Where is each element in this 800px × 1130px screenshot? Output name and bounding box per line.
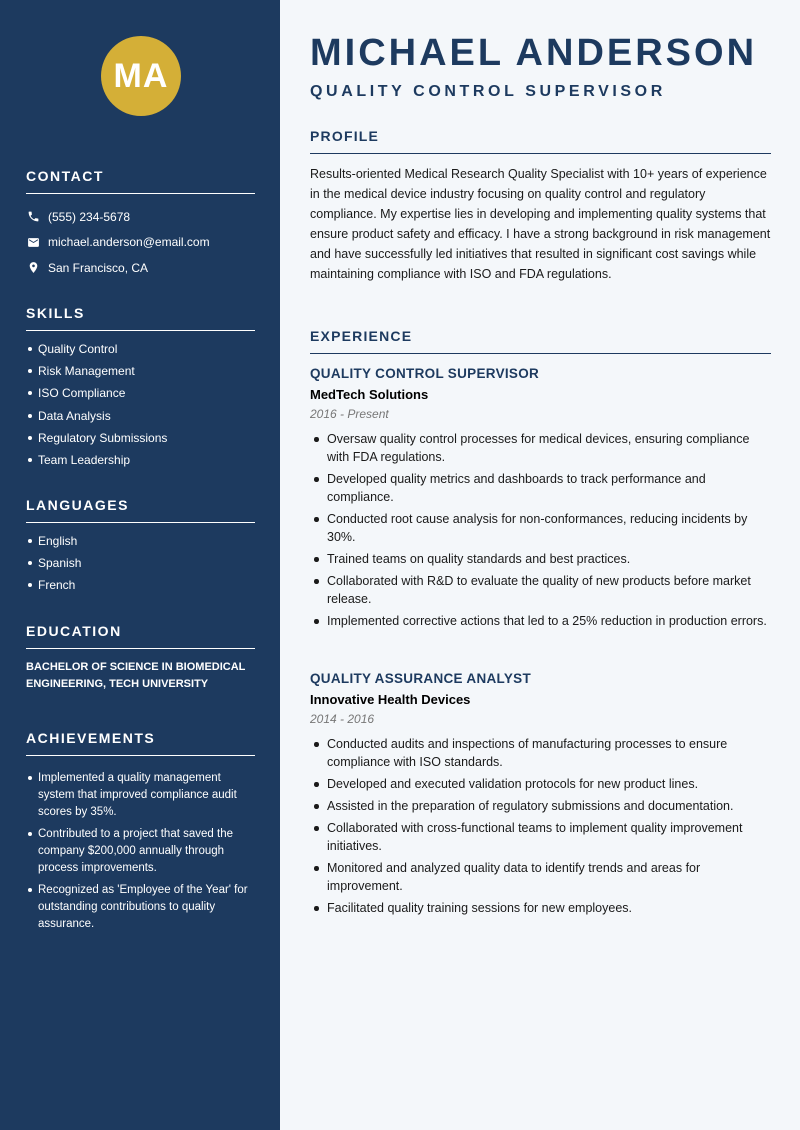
job-bullet: Conducted audits and inspections of manufacturing processes to ensure compliance with ISO standards. bbox=[310, 735, 771, 771]
job-bullet: Implemented corrective actions that led to a 25% reduction in production errors. bbox=[310, 612, 771, 630]
language-item: French bbox=[26, 577, 255, 599]
job-bullet: Developed and executed validation protocols for new product lines. bbox=[310, 775, 771, 793]
job-bullet: Assisted in the preparation of regulatory submissions and documentation. bbox=[310, 797, 771, 815]
contact-phone bbox=[26, 204, 255, 230]
contact-section bbox=[26, 168, 255, 281]
skill-item: Data Analysis bbox=[26, 408, 255, 430]
job-title: QUALITY ASSURANCE ANALYST bbox=[310, 671, 532, 686]
job-entry bbox=[310, 366, 771, 634]
contact-email bbox=[26, 230, 255, 256]
job-bullet: Collaborated with cross-functional teams to implement quality improvement initiatives. bbox=[310, 819, 771, 855]
contact-list bbox=[26, 204, 255, 281]
languages-section bbox=[26, 497, 255, 600]
language-item: English bbox=[26, 533, 255, 555]
job-bullet: Oversaw quality control processes for medical devices, ensuring compliance with FDA regulations. bbox=[310, 430, 771, 466]
experience-heading: EXPERIENCE bbox=[310, 328, 771, 354]
achievements-heading: ACHIEVEMENTS bbox=[26, 730, 255, 756]
job-bullets bbox=[310, 735, 771, 917]
skills-heading: SKILLS bbox=[26, 305, 255, 331]
skill-item: ISO Compliance bbox=[26, 385, 255, 407]
phone-text: (555) 234-5678 bbox=[48, 209, 131, 224]
job-bullet: Monitored and analyzed quality data to identify trends and areas for improvement. bbox=[310, 859, 771, 895]
phone-icon bbox=[26, 210, 40, 224]
job-entry bbox=[310, 671, 771, 921]
profile-text: Results-oriented Medical Research Quality Specialist with 10+ years of experience in the medical device industry focusing on quality control and regulatory compliance. My expertise lies in developing and implementing quality systems that ensure product safety and efficacy. I have a strong background in risk management and have successfully led initiatives that resulted in significant cost savings while maintaining compliance with ISO and FDA regulations. bbox=[310, 167, 771, 281]
job-bullet: Trained teams on quality standards and best practices. bbox=[310, 550, 771, 568]
email-text[interactable]: michael.anderson@email.com bbox=[48, 235, 210, 250]
candidate-title: QUALITY CONTROL SUPERVISOR bbox=[310, 83, 666, 100]
achievement-item: Contributed to a project that saved the company $200,000 annually through process improvements. bbox=[26, 826, 255, 877]
job-bullet: Conducted root cause analysis for non-conformances, reducing incidents by 30%. bbox=[310, 510, 771, 546]
job-bullet: Developed quality metrics and dashboards to track performance and compliance. bbox=[310, 470, 771, 506]
skills-section bbox=[26, 305, 255, 474]
job-bullet: Facilitated quality training sessions for new employees. bbox=[310, 899, 771, 917]
languages-heading: LANGUAGES bbox=[26, 497, 255, 523]
education-degree: BACHELOR OF SCIENCE IN BIOMEDICAL ENGINEERING, TECH UNIVERSITY bbox=[26, 661, 246, 690]
job-dates: 2016 - Present bbox=[310, 407, 389, 421]
skills-list bbox=[26, 341, 255, 474]
skill-item: Team Leadership bbox=[26, 452, 255, 474]
achievements-list bbox=[26, 770, 255, 933]
skill-item: Risk Management bbox=[26, 363, 255, 385]
achievements-section bbox=[26, 730, 255, 938]
envelope-icon bbox=[26, 235, 40, 249]
profile-section bbox=[310, 128, 771, 284]
location-text: San Francisco, CA bbox=[48, 260, 149, 275]
contact-heading: CONTACT bbox=[26, 168, 255, 194]
job-company: Innovative Health Devices bbox=[310, 692, 471, 707]
skill-item: Regulatory Submissions bbox=[26, 430, 255, 452]
education-section bbox=[26, 623, 255, 693]
language-item: Spanish bbox=[26, 555, 255, 577]
sidebar bbox=[0, 0, 280, 1130]
job-company: MedTech Solutions bbox=[310, 387, 429, 402]
education-heading: EDUCATION bbox=[26, 623, 255, 649]
candidate-name: MICHAEL ANDERSON bbox=[310, 32, 758, 74]
job-dates: 2014 - 2016 bbox=[310, 712, 375, 726]
job-title: QUALITY CONTROL SUPERVISOR bbox=[310, 366, 540, 381]
experience-section bbox=[310, 328, 771, 354]
achievement-item: Implemented a quality management system that improved compliance audit scores by 35%. bbox=[26, 770, 255, 821]
contact-location bbox=[26, 255, 255, 281]
achievement-item: Recognized as 'Employee of the Year' for outstanding contributions to quality assurance. bbox=[26, 882, 255, 933]
profile-heading: PROFILE bbox=[310, 128, 771, 154]
languages-list bbox=[26, 533, 255, 600]
skill-item: Quality Control bbox=[26, 341, 255, 363]
avatar: MA bbox=[101, 36, 181, 116]
job-bullet: Collaborated with R&D to evaluate the quality of new products before market release. bbox=[310, 572, 771, 608]
job-bullets bbox=[310, 430, 771, 630]
map-pin-icon bbox=[26, 261, 40, 275]
